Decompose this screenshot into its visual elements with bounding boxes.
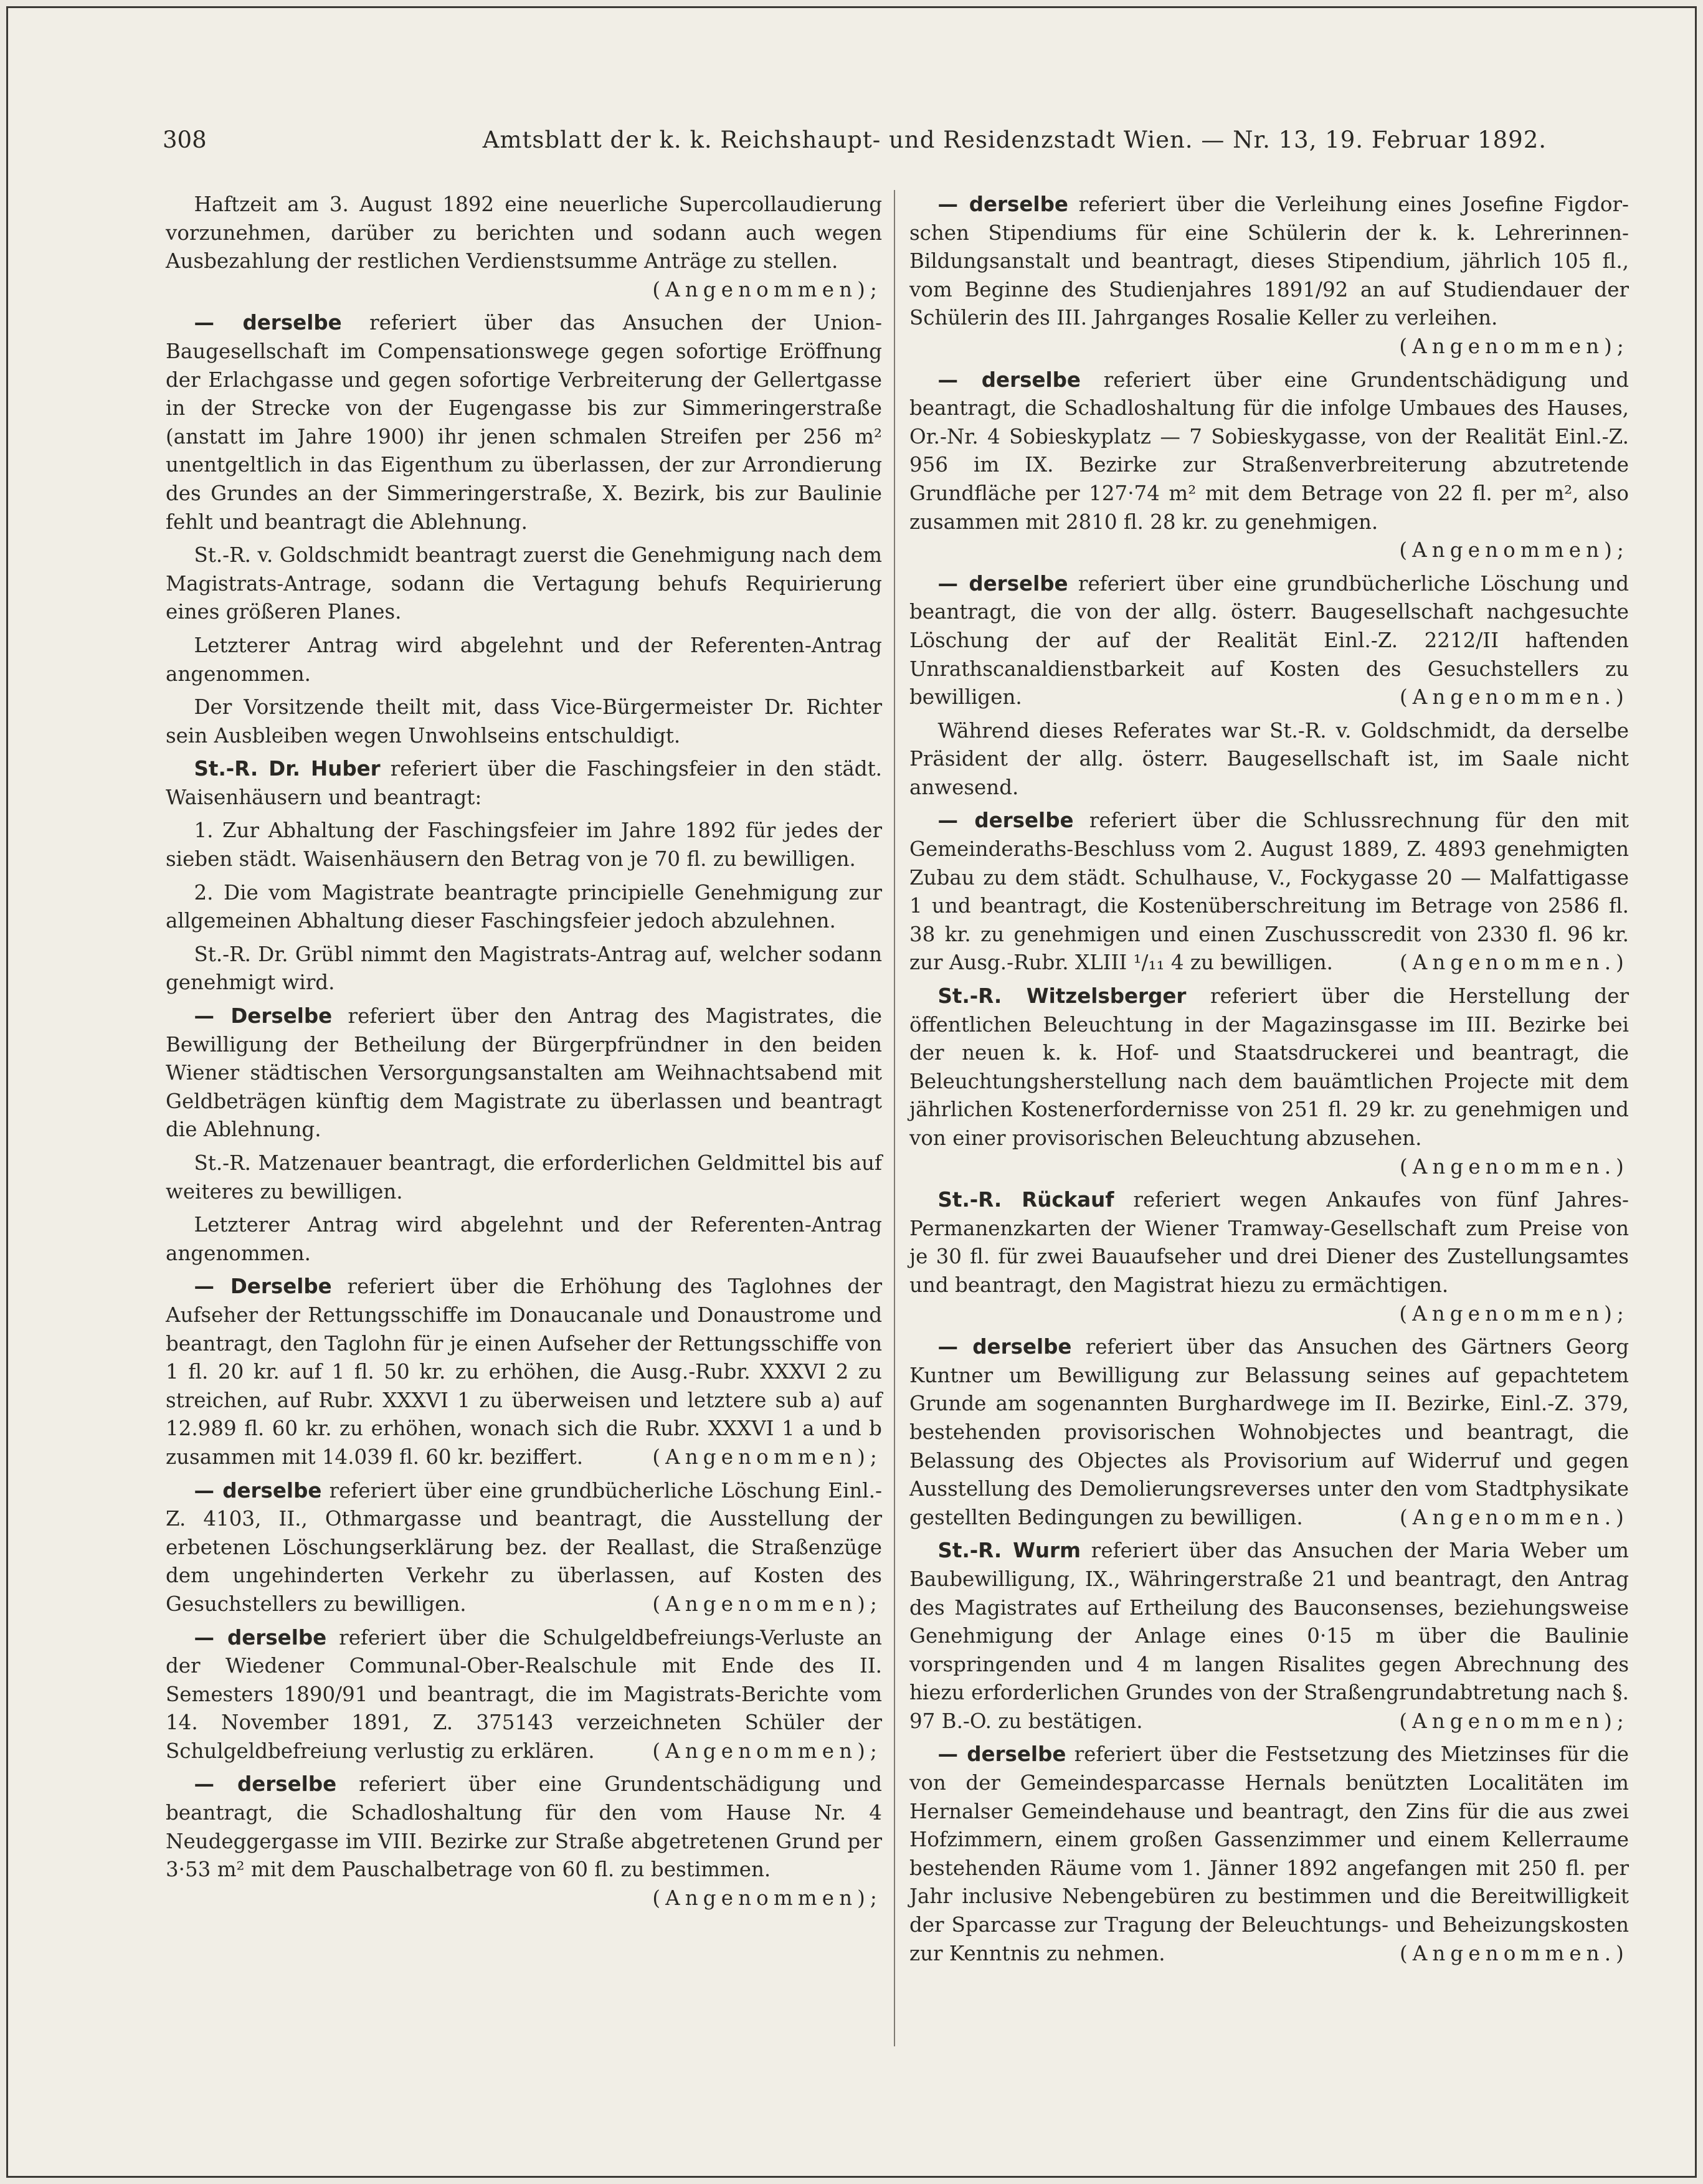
paragraph-text: 2. Die vom Magistrate beantragte principielle Genehmigung zur allgemeinen Abhaltung dieser Faschingsfeier jedoch abzulehnen. (166, 880, 882, 933)
paragraph (166, 1273, 882, 1471)
left-column (166, 191, 882, 1917)
paragraph (166, 309, 882, 536)
paragraph-text: Der Vorsitzende theilt mit, dass Vice-Bürgermeister Dr. Richter sein Ausbleiben wegen Unwohlseins entschuldigt. (166, 695, 882, 748)
paragraph (909, 1333, 1629, 1532)
paragraph (166, 191, 882, 304)
resolution: (Angenommen); (652, 277, 882, 301)
paragraph-text: referiert über die Schlussrechnung für den mit Gemeinderaths-Beschluss vom 2. August 1889, Z. 4893 genehmigten Zubau zu dem städt. Schulhause, V., Fockygasse 20 — Malfattigasse 1 und beantragt, die Kostenüberschreitung im Betrage von 2586 fl. 38 kr. zu genehmigen und einen Zuschusscredit von 2330 fl. 96 kr. zur Ausg.-Rubr. XLIII ¹/₁₁ 4 zu bewilligen. (909, 809, 1629, 975)
paragraph (166, 541, 882, 627)
speaker-lead: St.-R. Dr. Huber (194, 757, 381, 781)
paragraph-text: referiert über das Ansuchen des Gärtners Georg Kuntner um Bewilligung zur Belassung seines auf gepachtetem Grunde am sogenannten Burghardwege im II. Bezirke, Einl.-Z. 379, bestehenden provisorischen Wohnobjectes und beantragt, die Belassung des Objectes als Provisorium auf Widerruf und gegen Ausstellung des Demolierungsreverses unter den vom Stadtphysikate gestellten Bedingungen zu bewilligen. (909, 1335, 1629, 1529)
resolution: (Angenommen.) (1399, 951, 1629, 975)
speaker-lead: St.-R. Rückauf (937, 1188, 1114, 1212)
paragraph-text: referiert über das Ansuchen der Maria Weber um Baubewilligung, IX., Währingerstraße 21 und beantragt, den Antrag des Magistrates auf Ertheilung des Bauconsenses, beziehungsweise Genehmigung der Anlage eines 0·15 m über die Baulinie vorspringenden und 4 m langen Risalites gegen Abrechnung des hiezu erforderlichen Grundes von der Straßengrundabtretung nach §. 97 B.-O. zu bestätigen. (909, 1539, 1629, 1733)
paragraph (166, 693, 882, 750)
paragraph (166, 941, 882, 997)
speaker-lead: — derselbe (937, 809, 1074, 833)
paragraph-text: referiert über eine Grundentschädigung und beantragt, die Schadloshaltung für die infolge Umbaues des Hauses, Or.-Nr. 4 Sobieskyplatz — 7 Sobieskygasse, von der Realität Einl.-Z. 956 im IX. Bezirke zur Straßenverbreiterung abzutretende Grundfläche per 127·74 m² mit dem Betrage von 22 fl. per m², also zusammen mit 2810 fl. 28 kr. zu genehmigen. (909, 368, 1629, 534)
resolution: (Angenommen.) (1399, 1154, 1629, 1179)
paragraph (909, 1186, 1629, 1328)
paragraph (909, 570, 1629, 712)
paragraph-text: referiert über die Schulgeldbefreiungs-Verluste an der Wiedener Communal-Ober-Realschule mit Ende des II. Semesters 1890/91 und beantragt, die im Magistrats-Berichte vom 14. November 1891, Z. 375143 verzeichneten Schüler der Schulgeldbefreiung verlustig zu erklären. (166, 1625, 882, 1763)
paragraph (166, 1149, 882, 1206)
resolution: (Angenommen); (1399, 334, 1629, 358)
speaker-lead: — Derselbe (194, 1275, 332, 1299)
paragraph-text: St.-R. Matzenauer beantragt, die erforderlichen Geldmittel bis auf weiteres zu bewilligen. (166, 1151, 882, 1204)
paragraph (909, 982, 1629, 1181)
resolution: (Angenommen); (1399, 1301, 1629, 1326)
speaker-lead: — derselbe (937, 1335, 1072, 1359)
paragraph-text: St.-R. v. Goldschmidt beantragt zuerst die Genehmigung nach dem Magistrats-Antrage, sodann die Vertagung behufs Requirierung eines größeren Planes. (166, 543, 882, 624)
paragraph (909, 717, 1629, 802)
speaker-lead: — derselbe (937, 192, 1068, 216)
paragraph-text: Haftzeit am 3. August 1892 eine neuerliche Supercollaudierung vorzunehmen, darüber zu berichten und sodann auch wegen Ausbezahlung der restlichen Verdienstsumme Anträge zu stellen. (166, 192, 882, 273)
page-number: 308 (163, 126, 207, 153)
paragraph-text: referiert über die Erhöhung des Taglohnes der Aufseher der Rettungsschiffe im Donaucanale und Donaustrome und beantragt, den Taglohn für je einen Aufseher der Rettungsschiffe von 1 fl. 20 kr. auf 1 fl. 50 kr. zu erhöhen, die Ausg.-Rubr. XXXVI 2 zu streichen, auf Rubr. XXXVI 1 zu überweisen und letztere sub a) auf 12.989 fl. 60 kr. zu erhöhen, wonach sich die Rubr. XXXVI 1 a und b zusammen mit 14.039 fl. 60 kr. beziffert. (166, 1275, 882, 1469)
paragraph-text: referiert über die Herstellung der öffentlichen Beleuchtung in der Magazinsgasse im III. Bezirke bei der neuen k. k. Hof- und Staatsdruckerei und beantragt, die Beleuchtungsherstellung nach dem bauämtlichen Projecte mit dem jährlichen Kostenerfordernisse von 251 fl. 29 kr. zu genehmigen und von einer provisorischen Beleuchtung abzusehen. (909, 984, 1629, 1150)
resolution: (Angenommen); (652, 1886, 882, 1910)
speaker-lead: — derselbe (194, 1625, 327, 1650)
resolution: (Angenommen); (1399, 1709, 1629, 1733)
resolution: (Angenommen.) (1399, 685, 1629, 710)
page-sheet (6, 6, 1697, 2178)
running-title: Amtsblatt der k. k. Reichshaupt- und Residenzstadt Wien. — Nr. 13, 19. Februar 1892. (482, 126, 1547, 153)
resolution: (Angenommen); (652, 1739, 882, 1763)
paragraph-text: referiert über die Faschingsfeier in den städt. Waisenhäusern und beantragt: (166, 757, 882, 809)
speaker-lead: — derselbe (194, 1478, 322, 1503)
speaker-lead: — derselbe (194, 311, 342, 335)
resolution: (Angenommen); (652, 1592, 882, 1616)
paragraph (166, 879, 882, 936)
speaker-lead: St.-R. Witzelsberger (937, 984, 1187, 1009)
paragraph-text: referiert über eine grundbücherliche Löschung und beantragt, die von der allg. österr. Baugesellschaft nachgesuchte Löschung der auf der Realität Einl.-Z. 2212/II haftenden Unrathscanaldienstbarkeit auf Kosten des Gesuchstellers zu bewilligen. (909, 571, 1629, 710)
paragraph (909, 807, 1629, 977)
paragraph (166, 755, 882, 812)
speaker-lead: — Derselbe (194, 1004, 333, 1028)
paragraph-text: Letzterer Antrag wird abgelehnt und der Referenten-Antrag angenommen. (166, 633, 882, 686)
paragraph-text: referiert über die Verleihung eines Josefine Figdorschen Stipendiums für eine Schülerin der k. k. Lehrerinnen-Bildungsanstalt und beantragt, dieses Stipendium, jährlich 105 fl., vom Beginne des Studienjahres 1891/92 an auf Studiendauer der Schülerin des III. Jahrganges Rosalie Keller zu verleihen. (909, 192, 1629, 330)
paragraph (909, 191, 1629, 361)
speaker-lead: — derselbe (937, 1742, 1066, 1767)
paragraph (166, 1477, 882, 1619)
paragraph-text: Letzterer Antrag wird abgelehnt und der Referenten-Antrag angenommen. (166, 1213, 882, 1265)
speaker-lead: — derselbe (937, 368, 1081, 392)
right-column (909, 191, 1629, 1973)
column-divider (894, 190, 895, 2046)
paragraph (166, 632, 882, 688)
paragraph (166, 1624, 882, 1766)
paragraph-text: referiert wegen Ankaufes von fünf Jahres-Permanenzkarten der Wiener Tramway-Gesellschaft zum Preise von je 30 fl. für zwei Bauaufseher und drei Diener des Zustellungsamtes und beantragt, den Magistrat hiezu zu ermächtigen. (909, 1188, 1629, 1297)
speaker-lead: St.-R. Wurm (937, 1539, 1081, 1563)
speaker-lead: — derselbe (194, 1772, 337, 1797)
paragraph-text: referiert über eine grundbücherliche Löschung Einl.-Z. 4103, II., Othmargasse und beantragt, die Ausstellung der erbetenen Löschungserklärung bez. der Reallast, die Straßenzüge dem ungehinderten Verkehr zu überlassen, auf Kosten des Gesuchstellers zu bewilligen. (166, 1478, 883, 1616)
resolution: (Angenommen); (652, 1445, 882, 1469)
resolution: (Angenommen.) (1399, 1505, 1629, 1529)
paragraph (166, 1002, 882, 1144)
paragraph-text: 1. Zur Abhaltung der Faschingsfeier im Jahre 1892 für jedes der sieben städt. Waisenhäusern den Betrag von je 70 fl. zu bewilligen. (166, 819, 882, 871)
paragraph (909, 1740, 1629, 1968)
resolution: (Angenommen); (1399, 538, 1629, 563)
paragraph-text: Während dieses Referates war St.-R. v. Goldschmidt, da derselbe Präsident der allg. österr. Baugesellschaft ist, im Saale nicht anwesend. (909, 718, 1629, 799)
paragraph-text: referiert über eine Grundentschädigung und beantragt, die Schadloshaltung für den vom Hause Nr. 4 Neudeggergasse im VIII. Bezirke zur Straße abgetretenen Grund per 3·53 m² mit dem Pauschalbetrage von 60 fl. zu bestimmen. (166, 1772, 882, 1882)
paragraph (166, 1770, 882, 1912)
paragraph-text: referiert über die Festsetzung des Mietzinses für die von der Gemeindesparcasse Hernals benützten Localitäten im Hernalser Gemeindehause und beantragt, den Zins für die aus zwei Hofzimmern, einem großen Gassenzimmer und einem Kellerraume bestehenden Räume vom 1. Jänner 1892 angefangen mit 250 fl. per Jahr inclusive Nebengebüren zu bestimmen und die Bereitwilligkeit der Sparcasse zur Tragung der Beleuchtungs- und Beheizungskosten zur Kenntnis zu nehmen. (909, 1742, 1629, 1965)
paragraph-text: referiert über das Ansuchen der Union-Baugesellschaft im Compensationswege gegen sofortige Eröffnung der Erlachgasse und gegen sofortige Verbreiterung der Gellertgasse in der Strecke von der Eugengasse bis zur Simmeringerstraße (anstatt im Jahre 1900) ihr jenen schmalen Streifen per 256 m² unentgeltlich in das Eigenthum zu überlassen, der zur Arrondierung des Grundes an der Simmeringerstraße, X. Bezirk, bis zur Baulinie fehlt und beantragt die Ablehnung. (166, 311, 882, 534)
paragraph-text: St.-R. Dr. Grübl nimmt den Magistrats-Antrag auf, welcher sodann genehmigt wird. (166, 942, 882, 995)
paragraph (909, 1537, 1629, 1735)
paragraph (166, 1211, 882, 1268)
paragraph (166, 817, 882, 873)
paragraph-text: referiert über den Antrag des Magistrates, die Bewilligung der Betheilung der Bürgerpfründner in den beiden Wiener städtischen Versorgungsanstalten am Weihnachtsabend mit Geldbeträgen künftig dem Magistrate zu überlassen und beantragt die Ablehnung. (166, 1004, 883, 1142)
resolution: (Angenommen.) (1399, 1941, 1629, 1965)
paragraph (909, 366, 1629, 565)
page-header (163, 126, 1547, 164)
speaker-lead: — derselbe (937, 571, 1068, 596)
